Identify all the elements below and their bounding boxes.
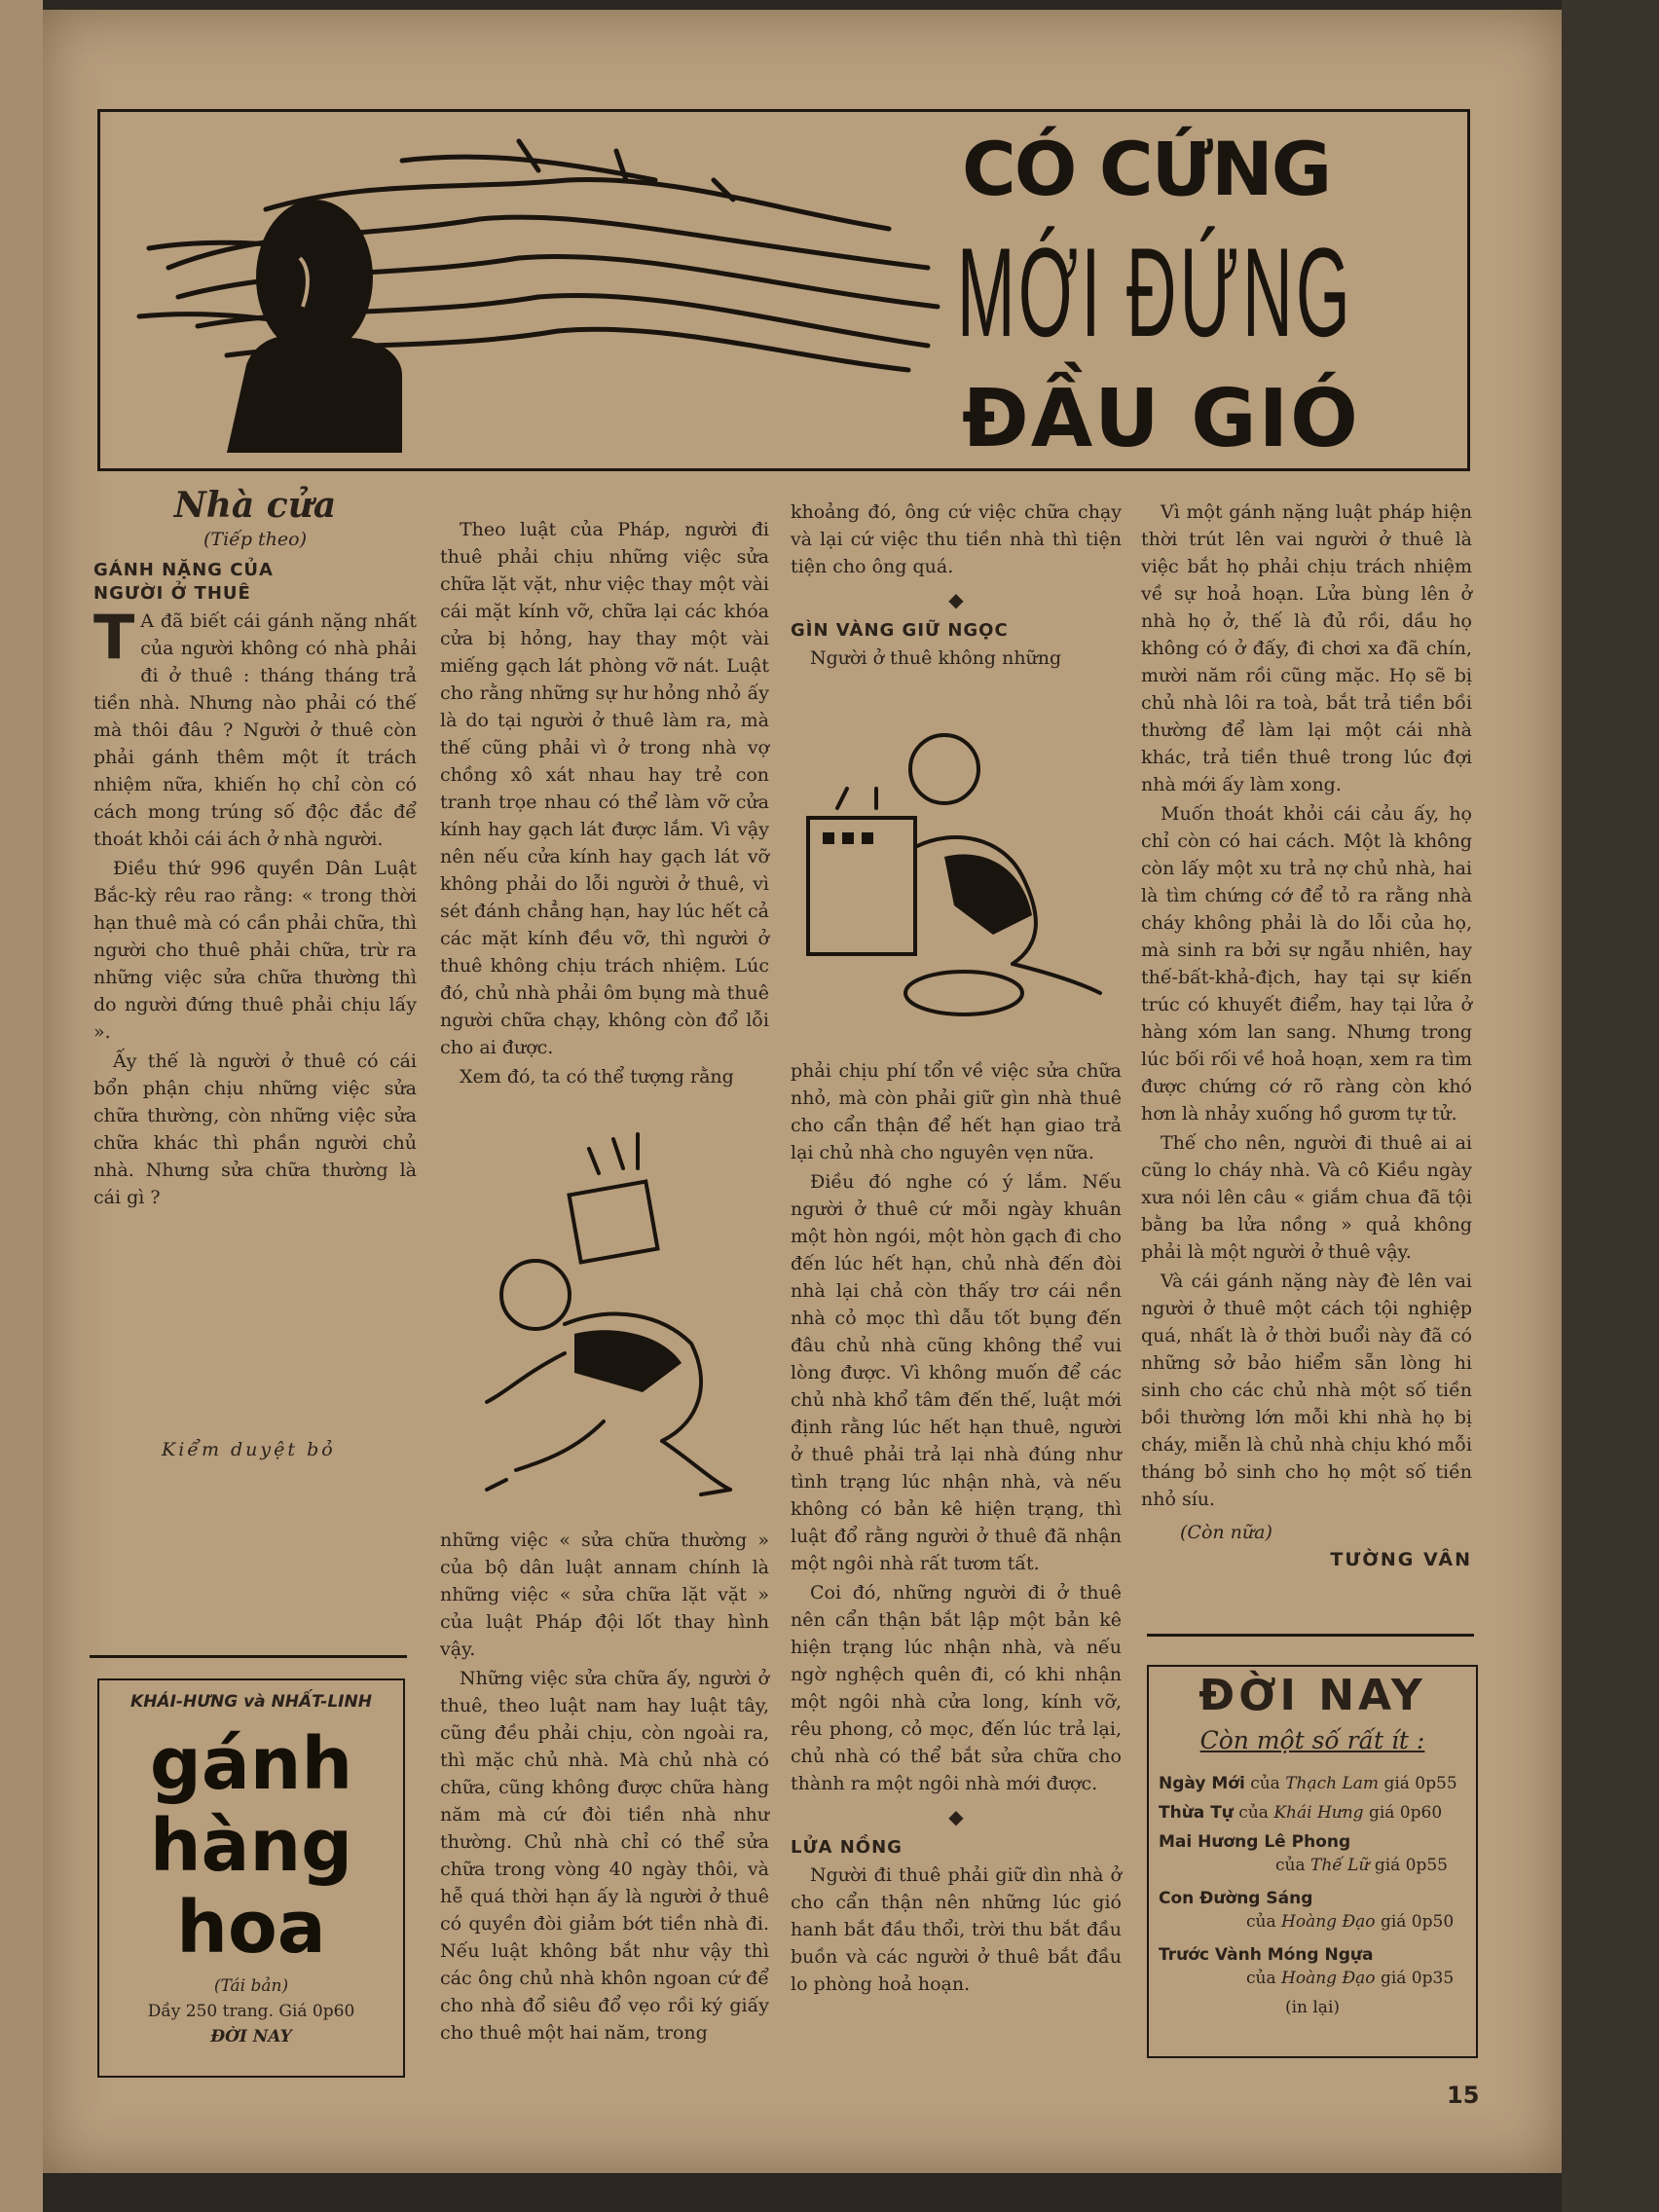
book-list <box>1149 1772 1476 2019</box>
banner-title-line-2: MỚI ĐỨNG <box>957 221 1353 363</box>
book-item: Ngày Mới của Thạch Lam giá 0p55 <box>1159 1774 1457 1793</box>
ad-title-line-3: hoa <box>176 1886 326 1970</box>
paragraph: Những việc sửa chữa ấy, người ở thuê, theo luật nam hay luật tây, cũng đều phải chịu, còn ngoài ra, thì mặc chủ nhà. Mà chủ nhà có chữa, cũng không được chữa hàng năm mà cứ đòi tiền nhà như thường. Chủ nhà chỉ có thể sửa chữa trong vòng 40 ngày thôi, và hễ quá thời hạn ấy là người ở thuê có quyền đòi giảm bớt tiền nhà đi. Nếu luật không bắt như vậy thì các ông chủ nhà khôn ngoan cứ để cho nhà đổ siêu đổ vẹo rồi ký giấy cho thuê một hai năm, trong <box>440 1668 769 2044</box>
paragraph: Xem đó, ta có thể tượng rằng <box>460 1066 734 1088</box>
paragraph: Coi đó, những người đi ở thuê nên cẩn thận bắt lập một bản kê hiện trạng lúc nhận nhà, và nếu ngờ nghệch quên đi, có khi nhận một ngôi nhà cửa long, kính vỡ, rêu phong, cỏ mọc, đến lúc trả lại, chủ nhà có thể bắt sửa chữa cho thành ra một ngôi nhà mới được. <box>791 1582 1122 1794</box>
banner-title-line-3: ĐẦU GIÓ <box>962 373 1360 465</box>
ad-title: ĐỜI NAY <box>1198 1671 1426 1720</box>
paragraph: Người đi thuê phải giữ dìn nhà ở cho cẩn thận nên những lúc gió hanh bắt đầu thổi, trời thu bắt đầu buồn và các người ở thuê bắt đầu lo phòng hoả hoạn. <box>791 1864 1122 1995</box>
paragraph: phải chịu phí tổn về việc sửa chữa nhỏ, mà còn phải giữ gìn nhà thuê cho cẩn thận để hết hạn giao trả lại chủ nhà cho nguyên vẹn nữa. <box>791 1060 1122 1163</box>
drop-cap: T <box>93 602 135 673</box>
paragraph: Điều đó nghe có ý lắm. Nếu người ở thuê cứ mỗi ngày khuân một hòn ngói, một hòn gạch đi cho đến lúc hết hạn, chủ nhà đến đòi nhà lại chả còn thấy trơ cái nền nhà cỏ mọc thì dẫu tốt bụng đến đâu chủ nhà cũng không thể vui lòng được. Vì không muốn để các chủ nhà khổ tâm đến thế, luật mới định rằng lúc hết hạn thuê, người ở thuê phải trả lại nhà đúng như tình trạng lúc nhận nhà, và nếu không có bản kê hiện trạng, thì luật đổ rằng người ở thuê đã nhận một ngôi nhà rất tươm tất. <box>791 1171 1122 1574</box>
header-banner <box>97 109 1470 471</box>
book-item: Mai Hương Lê Phong của Thế Lữ giá 0p55 <box>1159 1832 1449 1875</box>
paragraph: những việc « sửa chữa thường » của bộ dân luật annam chính là những việc « sửa chữa lặt vặt » của luật Pháp đội lốt thay hình vậy. <box>440 1530 769 1660</box>
column-1 <box>93 485 417 1213</box>
paragraph: Điều thứ 996 quyền Dân Luật Bắc-kỳ rêu rao rằng: « trong thời hạn thuê mà có cần phải chữa, thì người cho thuê phải chữa, trừ ra những việc sửa chữa thường thì do người đứng thuê phải chịu lấy ». <box>93 858 417 1043</box>
paragraph: Theo luật của Pháp, người đi thuê phải chịu những việc sửa chữa lặt vặt, như việc thay một vài cái mặt kính vỡ, chữa lại các khóa cửa bị hỏng, hay thay một vài miếng gạch lát phòng vỡ nát. Luật cho rằng những sự hư hỏng nhỏ ấy là do tại người ở thuê làm ra, mà thế cũng phải vì ở trong nhà vợ chồng xô xát nhau hay trẻ con tranh trọe nhau có thể làm vỡ cửa kính hay gạch lát được lắm. Vì vậy nên nếu cửa kính hay gạch lát vỡ không phải do lỗi người ở thuê, vì sét đánh chẳng hạn, hay lúc hết cả các mặt kính đều vỡ, thì người ở thuê không chịu trách nhiệm. Lúc đó, chủ nhà phải ôm bụng mà thuê người chữa chạy, không còn đổ lỗi cho ai được. <box>440 519 769 1058</box>
article-title: Nhà cửa <box>173 485 337 526</box>
wind-blown-figure-illustration <box>110 122 947 453</box>
reprint-note: (in lại) <box>1284 1998 1341 2017</box>
ad-subtitle: Còn một số rất ít : <box>1199 1726 1425 1754</box>
section-heading: GÁNH NẶNG CỦA NGƯỜI Ở THUÊ <box>93 560 274 604</box>
banner-title-line-1: CÓ CỨNG <box>962 126 1331 212</box>
ad-authors: KHÁI-HƯNG và NHẤT-LINH <box>130 1692 372 1712</box>
section-heading: LỬA NỒNG <box>791 1837 903 1858</box>
column-3-top <box>791 498 1122 674</box>
section-heading: GÌN VÀNG GIỮ NGỌC <box>791 620 1009 641</box>
censor-note: Kiểm duyệt bỏ <box>162 1439 336 1460</box>
man-carrying-box-illustration <box>798 720 1120 1032</box>
column-2-bottom <box>440 1527 769 2048</box>
diamond-separator: ◆ <box>948 588 964 611</box>
continued-note: (Còn nữa) <box>1180 1522 1272 1543</box>
binding-spine <box>0 0 43 2212</box>
ad-publisher: ĐỜI NAY <box>210 2027 292 2046</box>
article-author: TƯỜNG VÂN <box>1330 1549 1472 1570</box>
ad-title-line-2: hàng <box>149 1804 353 1888</box>
column-2-top <box>440 516 769 1092</box>
book-ad-ganh-hang-hoa <box>97 1678 405 2078</box>
divider <box>1147 1634 1474 1637</box>
divider <box>90 1655 407 1658</box>
page-number: 15 <box>1447 2082 1480 2109</box>
paragraph: Ấy thế là người ở thuê có cái bổn phận chịu những việc sửa chữa thường, còn những việc sửa chữa khác thì phần người chủ nhà. Nhưng sửa chữa thường là cái gì ? <box>93 1051 417 1208</box>
paragraph: Thế cho nên, người đi thuê ai ai cũng lo cháy nhà. Và cô Kiều ngày xưa nói lên câu « giắm chua đã tội bằng ba lửa nồng » quả không phải là một người ở thuê vậy. <box>1141 1132 1472 1263</box>
paragraph: Người ở thuê không những <box>810 647 1062 669</box>
paragraph: khoảng đó, ông cứ việc chữa chạy và lại cứ việc thu tiền nhà thì tiện tiện cho ông quá. <box>791 501 1122 577</box>
column-3-bottom <box>791 1057 1122 2000</box>
running-man-illustration <box>467 1129 769 1499</box>
diamond-separator: ◆ <box>948 1805 964 1828</box>
book-item: Con Đường Sáng của Hoàng Đạo giá 0p50 <box>1159 1889 1455 1932</box>
column-4 <box>1141 498 1472 1573</box>
ad-price: Dầy 250 trang. Giá 0p60 <box>147 2002 355 2021</box>
paragraph: Và cái gánh nặng này đè lên vai người ở thuê một cách tội nghiệp quá, nhất là ở thời buổi này đã có những sở bảo hiểm sẵn lòng hi sinh cho các chủ nhà một số tiền bồi thường lớn mỗi khi nhà họ bị cháy, miễn là chủ nhà chịu khó mỗi tháng bỏ sinh cho họ một số tiền nhỏ síu. <box>1141 1271 1472 1510</box>
paragraph: Vì một gánh nặng luật pháp hiện thời trút lên vai người ở thuê là việc bắt họ phải chịu trách nhiệm về sự hoả hoạn. Lửa bùng lên ở nhà họ ở, thế là đủ rồi, dầu họ không có ở đấy, đi chơi xa đã chín, mười năm rồi cũng mặc. Họ sẽ bị chủ nhà lôi ra toà, bắt trả tiền bồi thường để làm lại một cái nhà khác, trả tiền thuê trong lúc đợi nhà mới ấy làm xong. <box>1141 501 1472 795</box>
book-ad-doi-nay <box>1147 1665 1478 2058</box>
paragraph: Muốn thoát khỏi cái cảu ấy, họ chỉ còn có hai cách. Một là không còn lấy một xu trả nợ chủ nhà, hai là tìm chứng cớ để tỏ ra rằng nhà cháy không phải là do lỗi của họ, mà sinh ra bởi sự ngẫu nhiên, hay thế-bất-khả-địch, hay tại sự kiến trúc có khuyết điểm, hay tại lửa ở hàng xóm lan sang. Nhưng trong lúc bối rối về hoả hoạn, xem ra tìm được chứng cớ rõ ràng còn khó hơn là nhảy xuống hồ gươm tự tử. <box>1141 803 1472 1124</box>
paragraph: T A đã biết cái gánh nặng nhất của người không có nhà phải đi ở thuê : tháng tháng trả tiền nhà. Nhưng nào phải có thế mà thôi đâu ? Người ở thuê còn phải gánh thêm một ít trách nhiệm nữa, khiến họ chỉ còn có cách mong trúng số độc đắc để thoát khỏi cái ách ở nhà người. <box>93 602 417 850</box>
ad-title-line-1: gánh <box>149 1722 353 1806</box>
article-subtitle: (Tiếp theo) <box>203 529 308 550</box>
ad-reprint: (Tái bản) <box>213 1976 289 1996</box>
book-item: Thừa Tự của Khái Hưng giá 0p60 <box>1159 1803 1443 1823</box>
background-edge <box>1562 0 1659 2212</box>
book-item: Trước Vành Móng Ngựa của Hoàng Đạo giá 0p35 <box>1159 1945 1455 1988</box>
